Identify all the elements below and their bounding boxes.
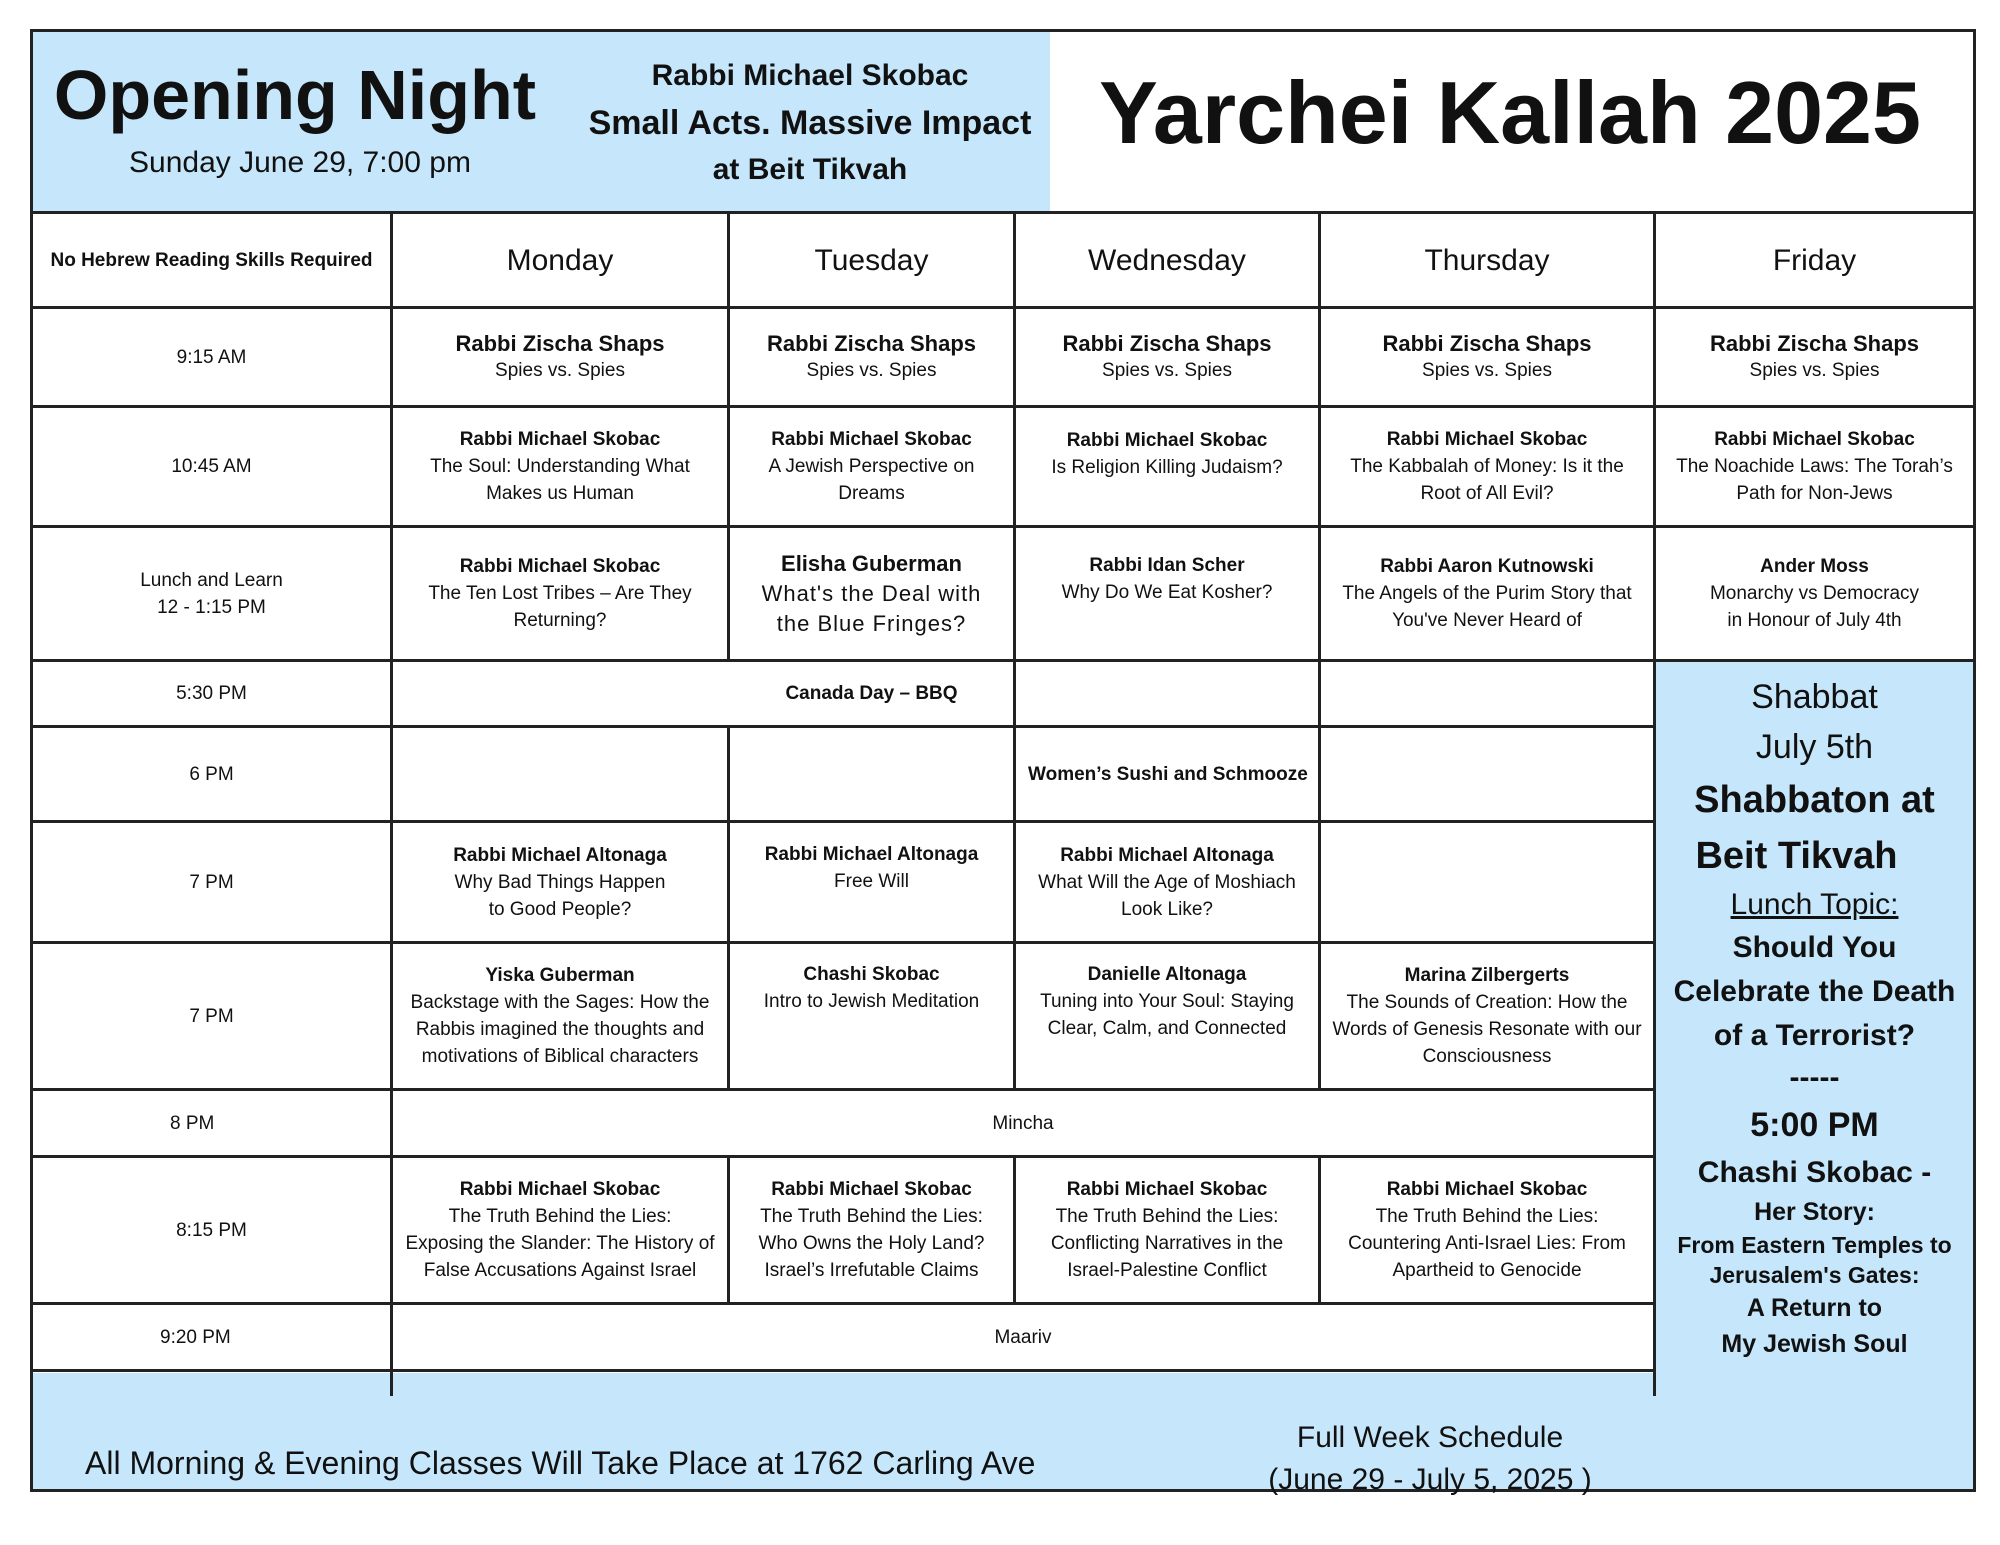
session-cell (393, 408, 727, 525)
event-label: Mincha (992, 1112, 1054, 1134)
session-title: Intro to Jewish Meditation (763, 991, 980, 1012)
session-speaker: Rabbi Zischa Shaps (1382, 331, 1592, 356)
day-header-wednesday (1016, 214, 1318, 306)
day-header-friday (1656, 214, 1973, 306)
time-label (33, 1158, 390, 1302)
session-title: to Good People? (488, 898, 632, 920)
session-cell (730, 1158, 1013, 1302)
day-label: Tuesday (814, 243, 929, 277)
time-text: 7 PM (189, 871, 234, 893)
day-header-tuesday (730, 214, 1013, 306)
session-title: Tuning into Your Soul: Staying (1040, 991, 1294, 1012)
session-title: Spies vs. Spies (495, 360, 625, 381)
footer-dates: (June 29 - July 5, 2025 ) (1268, 1463, 1592, 1496)
session-cell (1016, 528, 1318, 683)
session-title: Backstage with the Sages: How the (410, 992, 710, 1013)
session-title: The Truth Behind the Lies: (1055, 1206, 1279, 1227)
session-title: What Will the Age of Moshiach (1038, 871, 1296, 893)
day-label: Thursday (1424, 243, 1550, 277)
session-cell (393, 528, 727, 659)
shabbat-content (1656, 672, 1973, 1362)
opening-night-date: Sunday June 29, 7:00 pm (129, 146, 471, 179)
time-text: 9:15 AM (176, 346, 247, 368)
time-label (33, 528, 390, 659)
time-label (33, 728, 390, 820)
session-speaker: Rabbi Michael Skobac (771, 1179, 972, 1200)
session-speaker: Ander Moss (1760, 556, 1869, 577)
session-title: The Truth Behind the Lies: (760, 1206, 983, 1227)
session-title: Words of Genesis Resonate with our (1332, 1019, 1642, 1040)
page-title: Yarchei Kallah 2025 (1099, 63, 1921, 162)
day-label: Wednesday (1088, 243, 1246, 277)
session-cell (1016, 1158, 1318, 1302)
session-title: The Ten Lost Tribes – Are They (428, 583, 692, 604)
shabbat-story-2: From Eastern Temples to (1677, 1232, 1952, 1258)
session-speaker: Rabbi Michael Skobac (1386, 429, 1588, 450)
session-speaker: Yiska Guberman (485, 965, 635, 986)
session-speaker: Rabbi Michael Skobac (1066, 430, 1268, 451)
session-title: Look Like? (1121, 898, 1213, 920)
day-header-thursday (1321, 214, 1653, 306)
session-cell (730, 944, 1013, 1105)
session-cell (1656, 528, 1973, 659)
time-label (33, 823, 390, 941)
session-title: The Truth Behind the Lies: (1375, 1206, 1599, 1227)
session-title: Rabbis imagined the thoughts and (415, 1019, 705, 1040)
footer-banner-right (1656, 1401, 1973, 1489)
shabbat-story-1: Her Story: (1754, 1198, 1875, 1226)
session-cell (730, 309, 1013, 405)
session-title: Who Owns the Holy Land? (758, 1233, 985, 1254)
session-title: Countering Anti-Israel Lies: From (1348, 1233, 1626, 1254)
time-text: 6 PM (189, 763, 234, 785)
session-cell (730, 528, 1013, 659)
time-text: Lunch and Learn (140, 569, 283, 591)
shabbat-story-3: Jerusalem's Gates: (1709, 1262, 1920, 1288)
session-speaker: Rabbi Zischa Shaps (455, 331, 665, 356)
session-cell (1321, 944, 1653, 1088)
session-speaker: Chashi Skobac (803, 964, 940, 985)
session-title: Israel’s Irrefutable Claims (764, 1260, 979, 1281)
session-cell (1016, 823, 1318, 941)
session-title: You've Never Heard of (1392, 610, 1582, 631)
session-speaker: Rabbi Michael Skobac (459, 556, 661, 577)
session-title: The Truth Behind the Lies: (448, 1206, 672, 1227)
session-title: Monarchy vs Democracy (1709, 583, 1920, 604)
session-title: Why Bad Things Happen (454, 871, 666, 893)
day-header-monday (393, 214, 727, 306)
opening-night-title: Opening Night (53, 56, 537, 134)
session-title: Root of All Evil? (1420, 483, 1554, 504)
event-label: Canada Day – BBQ (785, 683, 958, 704)
event-canada-day (730, 662, 1013, 725)
day-label: Friday (1772, 243, 1857, 277)
session-speaker: Rabbi Zischa Shaps (766, 331, 977, 356)
session-title: Israel-Palestine Conflict (1067, 1260, 1267, 1281)
time-text: 5:30 PM (176, 683, 247, 704)
session-cell (1321, 528, 1653, 659)
time-text: 7 PM (189, 1005, 234, 1027)
shabbat-story-4: A Return to (1746, 1294, 1883, 1322)
session-cell (1656, 309, 1973, 405)
session-title: The Sounds of Creation: How the (1346, 992, 1628, 1013)
session-cell (393, 944, 727, 1088)
session-speaker: Rabbi Michael Altonaga (1060, 844, 1274, 866)
session-title: Apartheid to Genocide (1392, 1260, 1582, 1281)
session-title: Spies vs. Spies (1422, 360, 1552, 381)
event-mincha (393, 1091, 1653, 1155)
session-title: the Blue Fringes? (776, 610, 967, 636)
time-text: 10:45 AM (171, 456, 252, 477)
session-speaker: Rabbi Michael Skobac (459, 1179, 661, 1200)
day-label: Monday (506, 243, 614, 277)
session-speaker: Rabbi Michael Skobac (1066, 1179, 1268, 1200)
footer-location: All Morning & Evening Classes Will Take Place at 1762 Carling Ave (85, 1445, 1036, 1481)
lunch-topic-label: Lunch Topic: (1730, 888, 1899, 921)
session-title: False Accusations Against Israel (423, 1260, 697, 1281)
time-label (33, 662, 390, 725)
session-title: Spies vs. Spies (806, 360, 937, 381)
shabbat-label: Shabbat (1751, 678, 1878, 716)
session-speaker: Rabbi Idan Scher (1089, 555, 1245, 576)
opening-speaker: Rabbi Michael Skobac (651, 59, 969, 92)
time-text: 8 PM (170, 1112, 215, 1134)
session-cell (393, 1158, 727, 1302)
session-title: Path for Non-Jews (1736, 483, 1893, 504)
session-title: Spies vs. Spies (1749, 360, 1880, 381)
session-title: in Honour of July 4th (1727, 610, 1902, 631)
session-speaker: Danielle Altonaga (1087, 964, 1247, 985)
session-title: What's the Deal with (761, 580, 982, 606)
session-speaker: Rabbi Zischa Shaps (1062, 331, 1272, 356)
hebrew-note (33, 214, 390, 306)
session-cell (1016, 309, 1318, 405)
session-title: A Jewish Perspective on (768, 456, 975, 477)
separator: ----- (1789, 1061, 1840, 1094)
session-cell (1016, 408, 1318, 544)
shabbaton-title-2: Beit Tikvah (1695, 835, 1898, 877)
session-cell (1016, 944, 1318, 1105)
session-title: Dreams (838, 483, 905, 504)
session-title: Conflicting Narratives in the (1050, 1233, 1284, 1254)
time-text: 12 - 1:15 PM (157, 596, 266, 618)
session-title: Makes us Human (486, 483, 634, 504)
session-cell (730, 408, 1013, 525)
session-title: Returning? (513, 610, 607, 631)
session-title: The Kabbalah of Money: Is it the (1350, 456, 1624, 477)
hebrew-note-text: No Hebrew Reading Skills Required (50, 249, 373, 271)
session-title: The Soul: Understanding What (430, 456, 690, 477)
time-label (33, 944, 390, 1088)
session-cell (1656, 408, 1973, 525)
session-cell (1321, 408, 1653, 525)
grid-line (30, 1369, 1656, 1372)
session-speaker: Elisha Guberman (781, 550, 962, 576)
session-cell (1321, 309, 1653, 405)
session-title: Clear, Calm, and Connected (1047, 1018, 1287, 1039)
time-text: 8:15 PM (176, 1219, 247, 1241)
time-label (33, 408, 390, 525)
shabbat-date: July 5th (1755, 728, 1874, 766)
shabbat-time: 5:00 PM (1750, 1106, 1879, 1144)
time-label (33, 309, 390, 405)
session-speaker: Rabbi Michael Altonaga (453, 844, 667, 866)
session-title: Consciousness (1422, 1046, 1552, 1067)
session-title: Is Religion Killing Judaism? (1051, 457, 1283, 478)
lunch-topic-q2: Celebrate the Death (1673, 975, 1956, 1008)
opening-location: at Beit Tikvah (712, 153, 908, 186)
lunch-topic-q1: Should You (1732, 931, 1897, 964)
session-speaker: Rabbi Michael Skobac (459, 429, 661, 450)
lunch-topic-q3: of a Terrorist? (1713, 1019, 1916, 1052)
session-speaker: Rabbi Michael Skobac (1386, 1179, 1588, 1200)
event-label: Women’s Sushi and Schmooze (1028, 763, 1308, 785)
event-label: Maariv (994, 1326, 1052, 1348)
session-speaker: Rabbi Zischa Shaps (1709, 331, 1920, 356)
session-speaker: Rabbi Aaron Kutnowski (1380, 556, 1594, 577)
opening-topic: Small Acts. Massive Impact (588, 104, 1032, 142)
session-cell (730, 823, 1013, 959)
session-speaker: Rabbi Michael Skobac (1714, 429, 1915, 450)
session-title: The Angels of the Purim Story that (1342, 583, 1632, 604)
opening-night-talk (570, 48, 1050, 198)
shabbat-speaker: Chashi Skobac - (1697, 1156, 1932, 1189)
session-speaker: Rabbi Michael Skobac (771, 429, 972, 450)
shabbaton-title-1: Shabbaton at (1694, 779, 1935, 821)
session-title: The Noachide Laws: The Torah’s (1676, 456, 1953, 477)
session-title: Free Will (834, 871, 909, 892)
session-title: Why Do We Eat Kosher? (1061, 582, 1273, 603)
session-cell (393, 309, 727, 405)
event-womens-sushi (1016, 728, 1330, 820)
session-cell (1321, 1158, 1653, 1302)
event-maariv (393, 1305, 1653, 1369)
session-cell (393, 823, 727, 941)
session-title: Exposing the Slander: The History of (405, 1233, 715, 1254)
session-speaker: Marina Zilbergerts (1404, 965, 1570, 986)
footer-full-week: Full Week Schedule (1296, 1421, 1564, 1454)
time-text: 9:20 PM (160, 1326, 231, 1348)
session-title: Spies vs. Spies (1102, 360, 1232, 381)
session-speaker: Rabbi Michael Altonaga (764, 844, 979, 865)
session-title: motivations of Biblical characters (421, 1046, 699, 1067)
shabbat-story-5: My Jewish Soul (1721, 1330, 1908, 1358)
